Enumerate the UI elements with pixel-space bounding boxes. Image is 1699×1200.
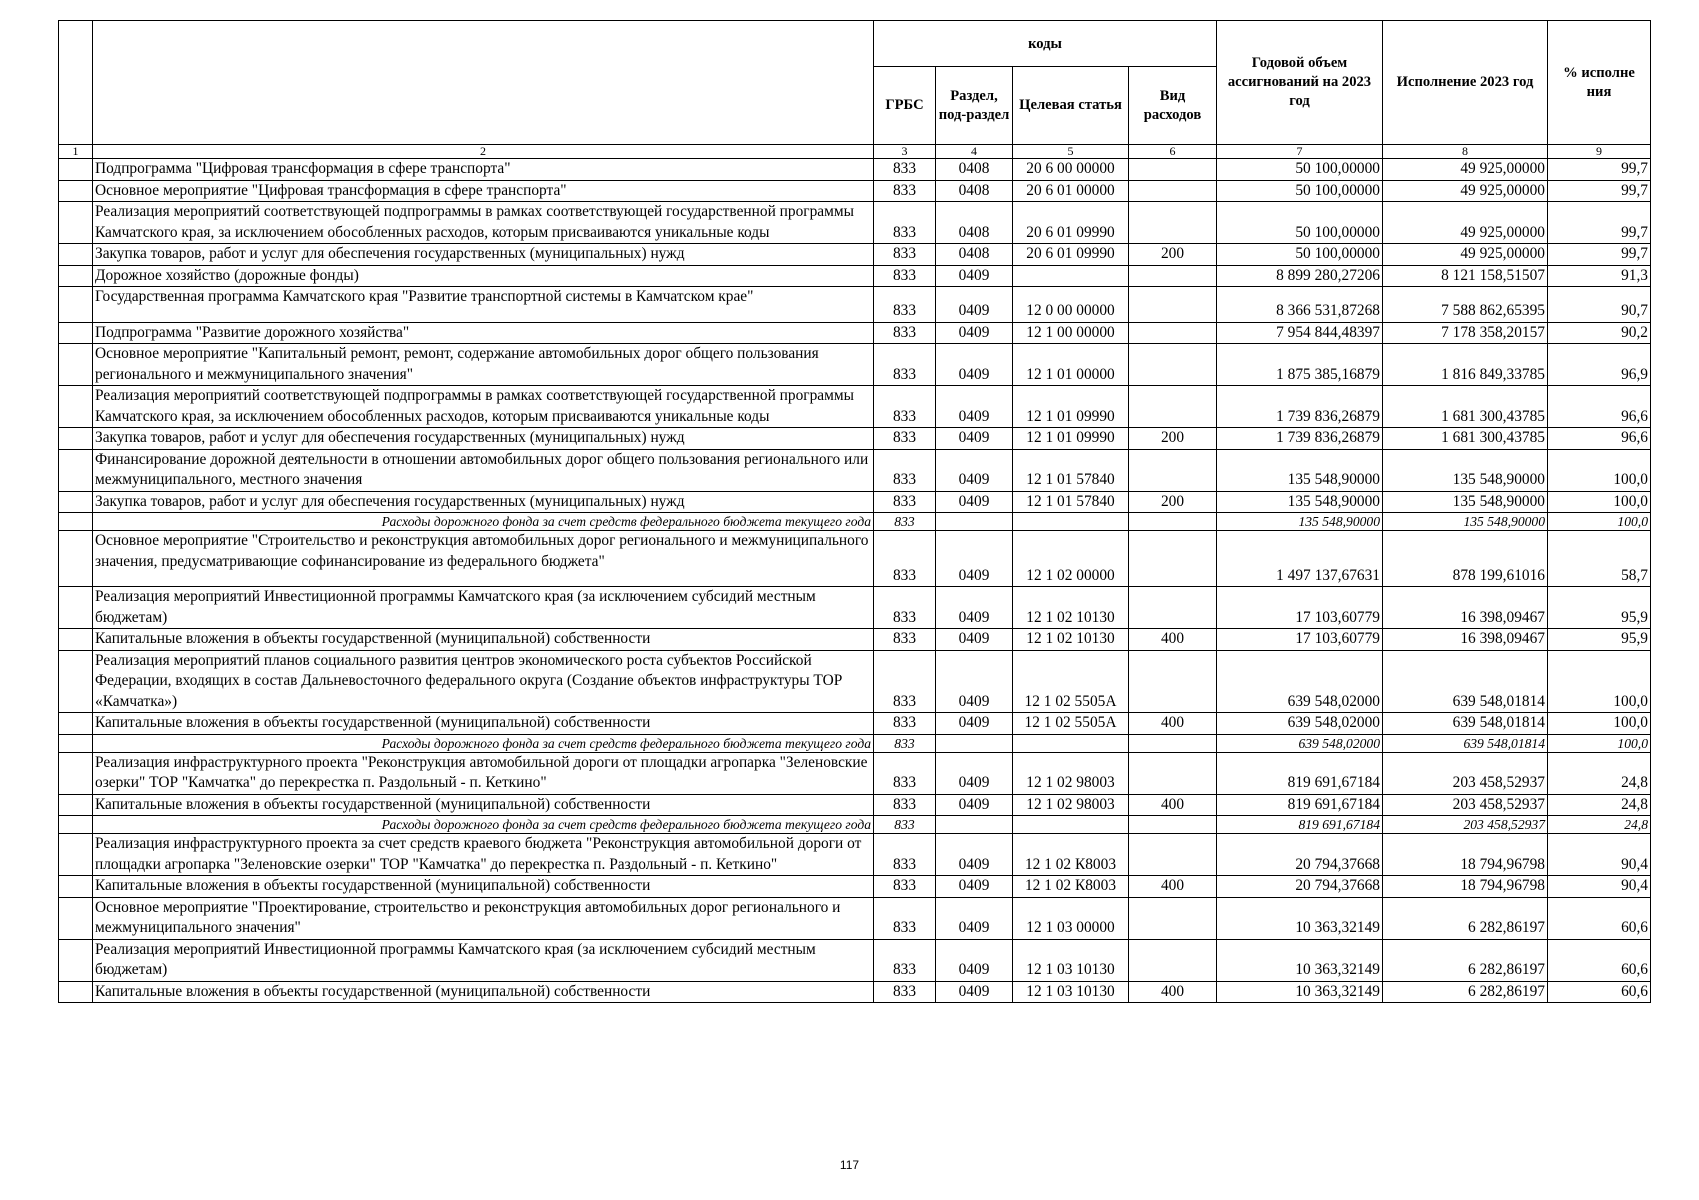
cell-grbs: 833: [874, 491, 936, 513]
cell-cs: [1013, 265, 1129, 287]
cell-grbs: 833: [874, 794, 936, 816]
cell-annual: 135 548,90000: [1217, 513, 1383, 531]
cell-exec: 18 794,96798: [1383, 876, 1548, 898]
cell-cs: 12 1 02 К8003: [1013, 834, 1129, 876]
cell-vr: 400: [1129, 713, 1217, 735]
cell-pct: 100,0: [1548, 713, 1651, 735]
cell-razdel: [936, 816, 1013, 834]
cell-exec: 18 794,96798: [1383, 834, 1548, 876]
cell-cs: 12 1 02 98003: [1013, 752, 1129, 794]
row-index-cell: [59, 713, 93, 735]
cell-cs: 12 1 01 57840: [1013, 491, 1129, 513]
cell-grbs: 833: [874, 834, 936, 876]
cell-exec: 49 925,00000: [1383, 180, 1548, 202]
header-execution: Исполнение 2023 год: [1383, 21, 1548, 145]
cell-exec: 639 548,01814: [1383, 650, 1548, 713]
row-index-cell: [59, 386, 93, 428]
cell-annual: 135 548,90000: [1217, 449, 1383, 491]
cell-grbs: 833: [874, 180, 936, 202]
cell-grbs: 833: [874, 513, 936, 531]
cell-annual: 10 363,32149: [1217, 897, 1383, 939]
cell-grbs: 833: [874, 981, 936, 1003]
cell-vr: [1129, 650, 1217, 713]
cell-razdel: 0409: [936, 449, 1013, 491]
cell-exec: 6 282,86197: [1383, 939, 1548, 981]
cell-annual: 135 548,90000: [1217, 491, 1383, 513]
cell-exec: 6 282,86197: [1383, 981, 1548, 1003]
cell-cs: [1013, 816, 1129, 834]
cell-cs: 12 1 01 09990: [1013, 386, 1129, 428]
cell-exec: 7 178 358,20157: [1383, 322, 1548, 344]
cell-pct: 100,0: [1548, 491, 1651, 513]
cell-cs: 12 1 03 00000: [1013, 897, 1129, 939]
cell-name: Реализация мероприятий соответствующей подпрограммы в рамках соответствующей государственной программы Камчатского края, за исключением обособленных расходов, которым присваиваются уникальные коды: [93, 202, 874, 244]
table-row: [59, 981, 1651, 1003]
cell-grbs: 833: [874, 587, 936, 629]
cell-name: Капитальные вложения в объекты государственной (муниципальной) собственности: [93, 794, 874, 816]
header-vid: Вид расходов: [1129, 67, 1217, 145]
row-index-cell: [59, 752, 93, 794]
cell-annual: 8 899 280,27206: [1217, 265, 1383, 287]
cell-cs: 20 6 01 09990: [1013, 244, 1129, 266]
table-row: [59, 794, 1651, 816]
cell-exec: 203 458,52937: [1383, 752, 1548, 794]
cell-annual: 639 548,02000: [1217, 650, 1383, 713]
table-row: [59, 244, 1651, 266]
header-grbs: ГРБС: [874, 67, 936, 145]
cell-vr: [1129, 897, 1217, 939]
cell-grbs: 833: [874, 287, 936, 323]
cell-name: Расходы дорожного фонда за счет средств федерального бюджета текущего года: [93, 513, 874, 531]
cell-vr: [1129, 202, 1217, 244]
cell-cs: 12 1 02 К8003: [1013, 876, 1129, 898]
header-celevaya: Целевая статья: [1013, 67, 1129, 145]
cell-annual: 639 548,02000: [1217, 713, 1383, 735]
cell-name: Закупка товаров, работ и услуг для обеспечения государственных (муниципальных) нужд: [93, 244, 874, 266]
table-row: [59, 876, 1651, 898]
cell-grbs: 833: [874, 713, 936, 735]
cell-razdel: 0409: [936, 386, 1013, 428]
page-number: 117: [839, 1158, 860, 1172]
cell-grbs: 833: [874, 322, 936, 344]
row-index-cell: [59, 244, 93, 266]
cell-razdel: 0409: [936, 531, 1013, 587]
cell-grbs: 833: [874, 449, 936, 491]
cell-pct: 90,4: [1548, 834, 1651, 876]
cell-exec: 135 548,90000: [1383, 491, 1548, 513]
cell-name: Закупка товаров, работ и услуг для обеспечения государственных (муниципальных) нужд: [93, 491, 874, 513]
cell-vr: 400: [1129, 629, 1217, 651]
table-row: [59, 734, 1651, 752]
col-index: 2: [93, 145, 874, 159]
cell-cs: 20 6 00 00000: [1013, 159, 1129, 181]
cell-name: Подпрограмма "Развитие дорожного хозяйства": [93, 322, 874, 344]
cell-vr: 400: [1129, 981, 1217, 1003]
cell-grbs: 833: [874, 159, 936, 181]
cell-annual: 1 739 836,26879: [1217, 428, 1383, 450]
cell-annual: 639 548,02000: [1217, 734, 1383, 752]
cell-grbs: 833: [874, 531, 936, 587]
column-index-row: [59, 145, 1651, 159]
cell-exec: 16 398,09467: [1383, 629, 1548, 651]
cell-vr: [1129, 180, 1217, 202]
cell-name: Государственная программа Камчатского края "Развитие транспортной системы в Камчатском крае": [93, 287, 874, 323]
cell-annual: 819 691,67184: [1217, 816, 1383, 834]
cell-vr: 200: [1129, 244, 1217, 266]
cell-name: Основное мероприятие "Строительство и реконструкция автомобильных дорог регионального и межмуниципального значения, предусматривающие софинансирование из федерального бюджета": [93, 531, 874, 587]
cell-annual: 1 739 836,26879: [1217, 386, 1383, 428]
cell-exec: 203 458,52937: [1383, 816, 1548, 834]
cell-vr: [1129, 752, 1217, 794]
table-row: [59, 491, 1651, 513]
cell-cs: 12 1 02 5505А: [1013, 713, 1129, 735]
cell-vr: 400: [1129, 794, 1217, 816]
row-index-cell: [59, 876, 93, 898]
cell-vr: [1129, 816, 1217, 834]
cell-name: Закупка товаров, работ и услуг для обеспечения государственных (муниципальных) нужд: [93, 428, 874, 450]
cell-razdel: 0409: [936, 265, 1013, 287]
cell-cs: 12 1 03 10130: [1013, 939, 1129, 981]
cell-name: Расходы дорожного фонда за счет средств федерального бюджета текущего года: [93, 734, 874, 752]
cell-grbs: 833: [874, 897, 936, 939]
cell-exec: 49 925,00000: [1383, 202, 1548, 244]
cell-grbs: 833: [874, 629, 936, 651]
cell-pct: 24,8: [1548, 752, 1651, 794]
table-row: [59, 834, 1651, 876]
cell-grbs: 833: [874, 734, 936, 752]
cell-vr: [1129, 386, 1217, 428]
cell-razdel: 0408: [936, 159, 1013, 181]
cell-name: Капитальные вложения в объекты государственной (муниципальной) собственности: [93, 629, 874, 651]
cell-name: Основное мероприятие "Цифровая трансформация в сфере транспорта": [93, 180, 874, 202]
table-row: [59, 159, 1651, 181]
cell-pct: 95,9: [1548, 587, 1651, 629]
cell-vr: [1129, 344, 1217, 386]
cell-razdel: 0409: [936, 650, 1013, 713]
cell-vr: [1129, 834, 1217, 876]
cell-annual: 1 497 137,67631: [1217, 531, 1383, 587]
cell-grbs: 833: [874, 428, 936, 450]
cell-vr: [1129, 322, 1217, 344]
cell-pct: 99,7: [1548, 180, 1651, 202]
cell-razdel: 0409: [936, 834, 1013, 876]
row-index-cell: [59, 629, 93, 651]
cell-annual: 50 100,00000: [1217, 159, 1383, 181]
cell-razdel: [936, 734, 1013, 752]
table-row: [59, 587, 1651, 629]
cell-name: Капитальные вложения в объекты государственной (муниципальной) собственности: [93, 876, 874, 898]
table-row: [59, 386, 1651, 428]
cell-vr: 200: [1129, 428, 1217, 450]
cell-cs: 12 1 01 09990: [1013, 428, 1129, 450]
table-row: [59, 180, 1651, 202]
cell-pct: 96,6: [1548, 386, 1651, 428]
table-row: [59, 287, 1651, 323]
cell-pct: 90,4: [1548, 876, 1651, 898]
cell-exec: 1 681 300,43785: [1383, 386, 1548, 428]
row-index-cell: [59, 202, 93, 244]
cell-vr: [1129, 531, 1217, 587]
cell-razdel: 0409: [936, 713, 1013, 735]
cell-pct: 90,2: [1548, 322, 1651, 344]
cell-name: Реализация мероприятий Инвестиционной программы Камчатского края (за исключением субсидий местным бюджетам): [93, 939, 874, 981]
table-row: [59, 752, 1651, 794]
cell-cs: 12 0 00 00000: [1013, 287, 1129, 323]
cell-pct: 99,7: [1548, 244, 1651, 266]
row-index-cell: [59, 834, 93, 876]
cell-name: Дорожное хозяйство (дорожные фонды): [93, 265, 874, 287]
table-row: [59, 344, 1651, 386]
table-row: [59, 629, 1651, 651]
cell-name: Основное мероприятие "Проектирование, строительство и реконструкция автомобильных дорог регионального и межмуниципального значения": [93, 897, 874, 939]
cell-pct: 100,0: [1548, 650, 1651, 713]
cell-razdel: 0409: [936, 491, 1013, 513]
cell-grbs: 833: [874, 876, 936, 898]
cell-razdel: 0409: [936, 587, 1013, 629]
cell-annual: 17 103,60779: [1217, 587, 1383, 629]
cell-exec: 8 121 158,51507: [1383, 265, 1548, 287]
cell-name: Капитальные вложения в объекты государственной (муниципальной) собственности: [93, 981, 874, 1003]
cell-annual: 17 103,60779: [1217, 629, 1383, 651]
cell-pct: 91,3: [1548, 265, 1651, 287]
cell-annual: 50 100,00000: [1217, 244, 1383, 266]
cell-razdel: 0408: [936, 202, 1013, 244]
cell-annual: 50 100,00000: [1217, 202, 1383, 244]
cell-grbs: 833: [874, 939, 936, 981]
cell-cs: 12 1 01 57840: [1013, 449, 1129, 491]
col-index: 4: [936, 145, 1013, 159]
table-row: [59, 816, 1651, 834]
cell-cs: [1013, 513, 1129, 531]
cell-grbs: 833: [874, 816, 936, 834]
cell-name: Подпрограмма "Цифровая трансформация в сфере транспорта": [93, 159, 874, 181]
cell-grbs: 833: [874, 386, 936, 428]
cell-name: Основное мероприятие "Капитальный ремонт, ремонт, содержание автомобильных дорог общего пользования регионального и межмуниципального значения": [93, 344, 874, 386]
row-index-cell: [59, 449, 93, 491]
header-codes: коды: [874, 21, 1217, 67]
cell-annual: 819 691,67184: [1217, 752, 1383, 794]
row-index-cell: [59, 650, 93, 713]
row-index-cell: [59, 816, 93, 834]
cell-pct: 24,8: [1548, 816, 1651, 834]
cell-razdel: 0409: [936, 897, 1013, 939]
cell-cs: 12 1 02 10130: [1013, 629, 1129, 651]
col-index: 6: [1129, 145, 1217, 159]
header-annual: Годовой объем ассигнований на 2023 год: [1217, 21, 1383, 145]
cell-exec: 49 925,00000: [1383, 159, 1548, 181]
cell-grbs: 833: [874, 202, 936, 244]
cell-pct: 60,6: [1548, 897, 1651, 939]
table-row: [59, 449, 1651, 491]
cell-razdel: 0409: [936, 752, 1013, 794]
cell-vr: 200: [1129, 491, 1217, 513]
header-blank-name: [93, 21, 874, 145]
header-blank-index: [59, 21, 93, 145]
cell-annual: 7 954 844,48397: [1217, 322, 1383, 344]
cell-razdel: 0409: [936, 939, 1013, 981]
cell-annual: 819 691,67184: [1217, 794, 1383, 816]
cell-name: Капитальные вложения в объекты государственной (муниципальной) собственности: [93, 713, 874, 735]
row-index-cell: [59, 180, 93, 202]
budget-table-page: [58, 20, 1650, 1003]
cell-pct: 60,6: [1548, 939, 1651, 981]
cell-razdel: 0408: [936, 180, 1013, 202]
table-row: [59, 513, 1651, 531]
cell-pct: 90,7: [1548, 287, 1651, 323]
cell-cs: 12 1 02 5505А: [1013, 650, 1129, 713]
row-index-cell: [59, 265, 93, 287]
cell-cs: [1013, 734, 1129, 752]
cell-pct: 58,7: [1548, 531, 1651, 587]
cell-grbs: 833: [874, 752, 936, 794]
cell-vr: [1129, 159, 1217, 181]
cell-annual: 20 794,37668: [1217, 876, 1383, 898]
cell-exec: 878 199,61016: [1383, 531, 1548, 587]
cell-razdel: 0409: [936, 876, 1013, 898]
cell-razdel: 0409: [936, 344, 1013, 386]
cell-cs: 12 1 03 10130: [1013, 981, 1129, 1003]
cell-exec: 135 548,90000: [1383, 449, 1548, 491]
cell-razdel: 0409: [936, 287, 1013, 323]
row-index-cell: [59, 428, 93, 450]
cell-exec: 49 925,00000: [1383, 244, 1548, 266]
budget-table: [58, 20, 1651, 1003]
cell-pct: 95,9: [1548, 629, 1651, 651]
col-index: 7: [1217, 145, 1383, 159]
cell-vr: [1129, 513, 1217, 531]
cell-vr: [1129, 734, 1217, 752]
cell-vr: [1129, 587, 1217, 629]
cell-name: Реализация инфраструктурного проекта "Реконструкция автомобильной дороги от площадки агропарка "Зеленовские озерки" ТОР "Камчатка" до перекрестка п. Раздольный - п. Кеткино": [93, 752, 874, 794]
cell-exec: 135 548,90000: [1383, 513, 1548, 531]
cell-name: Расходы дорожного фонда за счет средств федерального бюджета текущего года: [93, 816, 874, 834]
row-index-cell: [59, 344, 93, 386]
cell-name: Финансирование дорожной деятельности в отношении автомобильных дорог общего пользования регионального или межмуниципального, местного значения: [93, 449, 874, 491]
cell-cs: 20 6 01 09990: [1013, 202, 1129, 244]
cell-exec: 1 816 849,33785: [1383, 344, 1548, 386]
cell-razdel: 0408: [936, 244, 1013, 266]
cell-exec: 6 282,86197: [1383, 897, 1548, 939]
cell-vr: [1129, 449, 1217, 491]
row-index-cell: [59, 981, 93, 1003]
col-index: 1: [59, 145, 93, 159]
cell-annual: 20 794,37668: [1217, 834, 1383, 876]
cell-cs: 12 1 02 98003: [1013, 794, 1129, 816]
cell-annual: 8 366 531,87268: [1217, 287, 1383, 323]
table-row: [59, 713, 1651, 735]
cell-annual: 10 363,32149: [1217, 981, 1383, 1003]
cell-vr: [1129, 939, 1217, 981]
cell-grbs: 833: [874, 244, 936, 266]
col-index: 8: [1383, 145, 1548, 159]
cell-exec: 1 681 300,43785: [1383, 428, 1548, 450]
cell-pct: 24,8: [1548, 794, 1651, 816]
cell-name: Реализация мероприятий планов социального развития центров экономического роста субъектов Российской Федерации, входящих в состав Дальневосточного федерального округа (Создание объектов инфраструктуры ТОР «Камчатка»): [93, 650, 874, 713]
cell-annual: 1 875 385,16879: [1217, 344, 1383, 386]
cell-pct: 99,7: [1548, 202, 1651, 244]
table-row: [59, 650, 1651, 713]
col-index: 9: [1548, 145, 1651, 159]
cell-cs: 12 1 01 00000: [1013, 344, 1129, 386]
cell-pct: 99,7: [1548, 159, 1651, 181]
cell-name: Реализация мероприятий Инвестиционной программы Камчатского края (за исключением субсидий местным бюджетам): [93, 587, 874, 629]
cell-vr: 400: [1129, 876, 1217, 898]
table-row: [59, 322, 1651, 344]
header-percent: % исполне ния: [1548, 21, 1651, 145]
cell-vr: [1129, 287, 1217, 323]
cell-annual: 10 363,32149: [1217, 939, 1383, 981]
cell-razdel: [936, 513, 1013, 531]
cell-pct: 96,6: [1548, 428, 1651, 450]
table-row: [59, 531, 1651, 587]
cell-pct: 100,0: [1548, 734, 1651, 752]
cell-exec: 639 548,01814: [1383, 734, 1548, 752]
cell-annual: 50 100,00000: [1217, 180, 1383, 202]
cell-pct: 100,0: [1548, 449, 1651, 491]
table-row: [59, 939, 1651, 981]
table-row: [59, 202, 1651, 244]
cell-cs: 20 6 01 00000: [1013, 180, 1129, 202]
cell-exec: 203 458,52937: [1383, 794, 1548, 816]
cell-pct: 60,6: [1548, 981, 1651, 1003]
row-index-cell: [59, 491, 93, 513]
cell-razdel: 0409: [936, 322, 1013, 344]
row-index-cell: [59, 513, 93, 531]
row-index-cell: [59, 322, 93, 344]
cell-name: Реализация мероприятий соответствующей подпрограммы в рамках соответствующей государственной программы Камчатского края, за исключением обособленных расходов, которым присваиваются уникальные коды: [93, 386, 874, 428]
cell-razdel: 0409: [936, 428, 1013, 450]
cell-exec: 7 588 862,65395: [1383, 287, 1548, 323]
cell-pct: 100,0: [1548, 513, 1651, 531]
table-row: [59, 897, 1651, 939]
cell-exec: 16 398,09467: [1383, 587, 1548, 629]
row-index-cell: [59, 531, 93, 587]
header-razdel: Раздел, под-раздел: [936, 67, 1013, 145]
cell-razdel: 0409: [936, 794, 1013, 816]
table-row: [59, 265, 1651, 287]
row-index-cell: [59, 287, 93, 323]
row-index-cell: [59, 939, 93, 981]
col-index: 3: [874, 145, 936, 159]
cell-cs: 12 1 02 00000: [1013, 531, 1129, 587]
cell-pct: 96,9: [1548, 344, 1651, 386]
cell-grbs: 833: [874, 265, 936, 287]
row-index-cell: [59, 794, 93, 816]
table-row: [59, 428, 1651, 450]
cell-name: Реализация инфраструктурного проекта за счет средств краевого бюджета "Реконструкция автомобильной дороги от площадки агропарка "Зеленовские озерки" ТОР "Камчатка" до перекрестка п. Раздольный - п. Кеткино": [93, 834, 874, 876]
row-index-cell: [59, 897, 93, 939]
row-index-cell: [59, 734, 93, 752]
cell-razdel: 0409: [936, 981, 1013, 1003]
row-index-cell: [59, 587, 93, 629]
cell-vr: [1129, 265, 1217, 287]
cell-cs: 12 1 02 10130: [1013, 587, 1129, 629]
cell-grbs: 833: [874, 650, 936, 713]
row-index-cell: [59, 159, 93, 181]
col-index: 5: [1013, 145, 1129, 159]
cell-razdel: 0409: [936, 629, 1013, 651]
cell-exec: 639 548,01814: [1383, 713, 1548, 735]
cell-grbs: 833: [874, 344, 936, 386]
cell-cs: 12 1 00 00000: [1013, 322, 1129, 344]
